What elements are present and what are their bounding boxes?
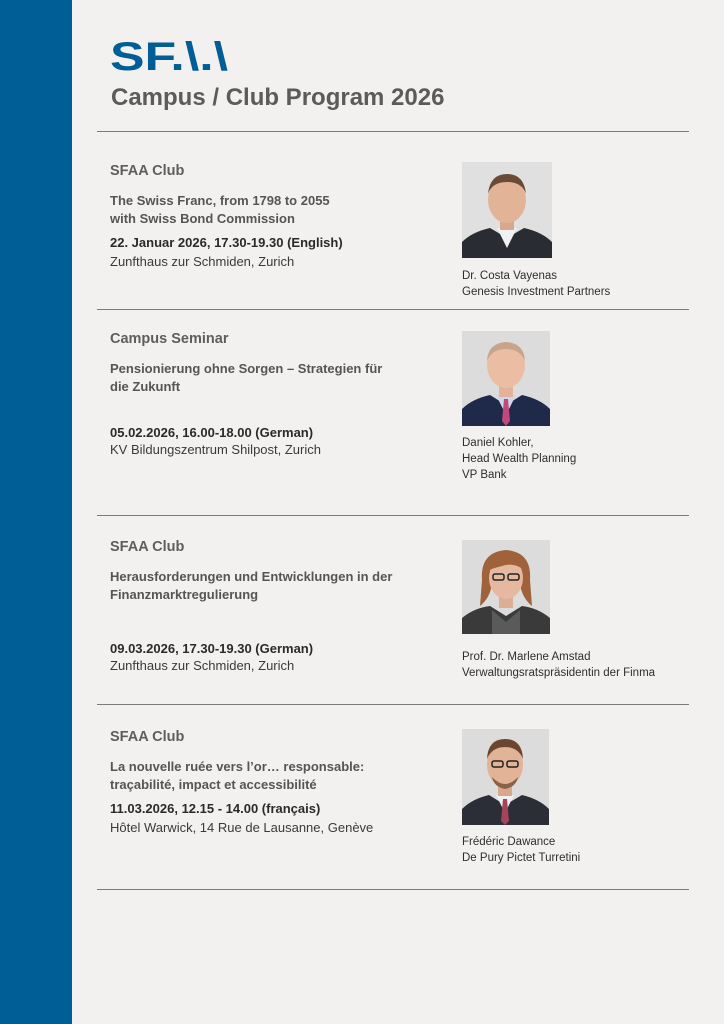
speaker-org: VP Bank (462, 469, 507, 481)
speaker-name: Prof. Dr. Marlene Amstad (462, 651, 591, 663)
event-date: 22. Januar 2026, 17.30-19.30 (English) (110, 235, 343, 250)
page-title: Campus / Club Program 2026 (111, 84, 445, 111)
speaker-photo (462, 162, 552, 258)
speaker-info (462, 834, 580, 866)
event-date: 05.02.2026, 16.00-18.00 (German) (110, 425, 314, 440)
speaker-photo (462, 540, 550, 634)
divider (97, 131, 689, 132)
event-type: SFAA Club (110, 539, 185, 555)
event-date: 09.03.2026, 17.30-19.30 (German) (110, 641, 314, 656)
portrait-icon (462, 162, 552, 258)
speaker-role: Verwaltungsratspräsidentin der Finma (462, 667, 656, 679)
event-date: 11.03.2026, 12.15 - 14.00 (français) (110, 801, 321, 816)
event-venue: Hôtel Warwick, 14 Rue de Lausanne, Genève (110, 820, 374, 835)
divider (97, 889, 689, 890)
speaker-info (462, 268, 610, 300)
speaker-name: Dr. Costa Vayenas (462, 270, 558, 282)
brand-sidebar (0, 0, 72, 1024)
portrait-icon (462, 729, 549, 825)
speaker-name: Daniel Kohler, (462, 437, 534, 449)
divider (97, 309, 689, 310)
divider (97, 515, 689, 516)
event-title: La nouvelle ruée vers l’or… responsable: traçabilité, impact et accessibilité (110, 759, 365, 792)
event-type: Campus Seminar (110, 331, 229, 347)
event-title: Pensionierung ohne Sorgen – Strategien für die Zukunft (110, 361, 383, 394)
divider (97, 704, 689, 705)
speaker-role: Head Wealth Planning (462, 453, 577, 465)
speaker-photo (462, 331, 550, 426)
event-title: The Swiss Franc, from 1798 to 2055 with Swiss Bond Commission (110, 193, 330, 226)
event-venue: KV Bildungszentrum Shilpost, Zurich (110, 442, 321, 457)
event-venue: Zunfthaus zur Schmiden, Zurich (110, 658, 295, 673)
speaker-photo (462, 729, 549, 825)
sfaa-logo (110, 37, 230, 73)
speaker-name: Frédéric Dawance (462, 836, 556, 848)
speaker-org: De Pury Pictet Turretini (462, 852, 581, 864)
speaker-info (462, 649, 655, 681)
logo-text: SF.\.\ (110, 37, 228, 73)
event-type: SFAA Club (110, 729, 185, 745)
portrait-icon (462, 331, 550, 426)
event-venue: Zunfthaus zur Schmiden, Zurich (110, 254, 295, 269)
portrait-icon (462, 540, 550, 634)
speaker-info (462, 435, 576, 483)
event-title: Herausforderungen und Entwicklungen in der Finanzmarktregulierung (110, 569, 393, 602)
event-type: SFAA Club (110, 163, 185, 179)
speaker-org: Genesis Investment Partners (462, 286, 611, 298)
